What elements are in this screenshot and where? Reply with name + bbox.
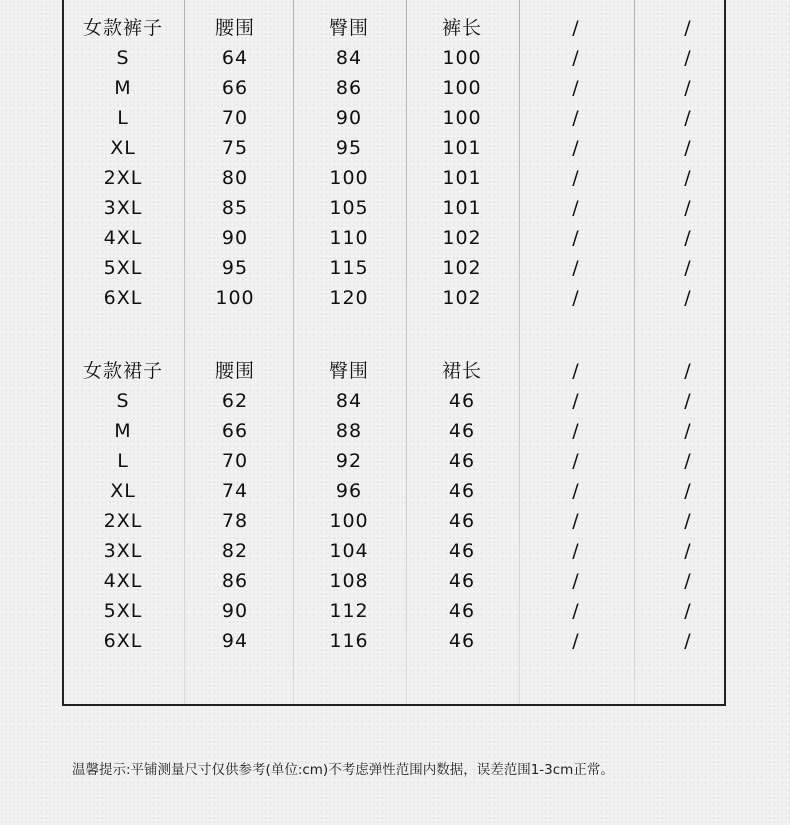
table-cell: 66 (221, 77, 249, 99)
table-cell: 2XL (103, 167, 143, 189)
table-cell: 46 (448, 420, 476, 442)
table-cell: / (572, 390, 580, 412)
table-row (62, 133, 726, 163)
table-row (62, 476, 726, 506)
table-cell: 94 (221, 630, 249, 652)
table-cell: 104 (329, 540, 369, 562)
table-cell: XL (110, 137, 136, 159)
table-cell: 46 (448, 480, 476, 502)
table-cell: L (117, 107, 129, 129)
table-cell: 78 (221, 510, 249, 532)
table-cell: 82 (221, 540, 249, 562)
table-row (62, 566, 726, 596)
table-cell: 46 (448, 600, 476, 622)
table-cell: 66 (221, 420, 249, 442)
pants-size-table (62, 13, 726, 313)
table-cell: 108 (329, 570, 369, 592)
header-cell: 腰围 (214, 17, 256, 39)
table-cell: XL (110, 480, 136, 502)
header-cell: 女款裤子 (82, 17, 164, 39)
table-cell: 95 (335, 137, 363, 159)
table-cell: M (114, 420, 132, 442)
table-cell: 46 (448, 510, 476, 532)
table-cell: / (572, 197, 580, 219)
table-cell: 3XL (103, 540, 143, 562)
table-cell: / (572, 600, 580, 622)
skirt-size-table (62, 356, 726, 656)
table-cell: / (684, 167, 692, 189)
table-cell: / (684, 197, 692, 219)
table-cell: 100 (329, 167, 369, 189)
table-cell: / (572, 510, 580, 532)
table-cell: / (572, 137, 580, 159)
table-cell: 6XL (103, 287, 143, 309)
header-cell: 腰围 (214, 360, 256, 382)
table-cell: / (572, 420, 580, 442)
table-cell: 100 (442, 47, 482, 69)
table-cell: 64 (221, 47, 249, 69)
table-row (62, 73, 726, 103)
table-cell: / (572, 167, 580, 189)
table-cell: 75 (221, 137, 249, 159)
table-cell: 100 (442, 77, 482, 99)
table-cell: 100 (215, 287, 255, 309)
table-cell: / (572, 570, 580, 592)
table-cell: 90 (221, 600, 249, 622)
table-cell: / (684, 420, 692, 442)
table-row (62, 283, 726, 313)
header-cell: / (572, 17, 580, 39)
table-header-row (62, 356, 726, 386)
table-cell: / (684, 227, 692, 249)
table-cell: 102 (442, 287, 482, 309)
table-cell: / (572, 107, 580, 129)
table-cell: / (684, 137, 692, 159)
header-cell: 臀围 (328, 17, 370, 39)
table-cell: 85 (221, 197, 249, 219)
table-cell: / (572, 257, 580, 279)
table-cell: / (572, 227, 580, 249)
header-cell: / (684, 360, 692, 382)
table-cell: / (684, 600, 692, 622)
measurement-note: 温馨提示:平铺测量尺寸仅供参考(单位:cm)不考虑弹性范围内数据，误差范围1-3cm正常。 (72, 762, 614, 778)
table-cell: / (684, 47, 692, 69)
table-row (62, 536, 726, 566)
table-cell: 74 (221, 480, 249, 502)
table-row (62, 596, 726, 626)
table-cell: 4XL (103, 570, 143, 592)
table-cell: S (116, 390, 130, 412)
table-cell: 120 (329, 287, 369, 309)
table-cell: 112 (329, 600, 369, 622)
table-row (62, 103, 726, 133)
header-cell: / (684, 17, 692, 39)
table-cell: / (684, 450, 692, 472)
table-cell: 4XL (103, 227, 143, 249)
table-row (62, 416, 726, 446)
table-cell: 80 (221, 167, 249, 189)
table-cell: / (684, 510, 692, 532)
table-cell: 88 (335, 420, 363, 442)
table-cell: / (572, 47, 580, 69)
table-cell: 86 (221, 570, 249, 592)
table-cell: / (684, 287, 692, 309)
header-cell: 女款裙子 (82, 360, 164, 382)
table-row (62, 506, 726, 536)
table-cell: 101 (442, 137, 482, 159)
table-cell: / (684, 390, 692, 412)
table-cell: 100 (442, 107, 482, 129)
table-cell: 6XL (103, 630, 143, 652)
table-cell: 101 (442, 167, 482, 189)
header-cell: 裙长 (441, 360, 483, 382)
table-row (62, 163, 726, 193)
table-cell: 90 (335, 107, 363, 129)
table-cell: 46 (448, 630, 476, 652)
table-cell: / (684, 570, 692, 592)
table-cell: / (572, 77, 580, 99)
table-row (62, 446, 726, 476)
table-cell: / (684, 107, 692, 129)
table-row (62, 386, 726, 416)
table-cell: 86 (335, 77, 363, 99)
table-cell: / (684, 257, 692, 279)
table-cell: 5XL (103, 257, 143, 279)
table-cell: 62 (221, 390, 249, 412)
table-row (62, 223, 726, 253)
table-row (62, 43, 726, 73)
table-cell: 101 (442, 197, 482, 219)
table-cell: 46 (448, 570, 476, 592)
table-cell: 96 (335, 480, 363, 502)
table-cell: 70 (221, 450, 249, 472)
table-cell: 2XL (103, 510, 143, 532)
table-cell: / (572, 450, 580, 472)
table-cell: 105 (329, 197, 369, 219)
table-cell: 110 (329, 227, 369, 249)
table-cell: 102 (442, 257, 482, 279)
table-cell: 90 (221, 227, 249, 249)
table-row (62, 253, 726, 283)
header-cell: / (572, 360, 580, 382)
table-cell: / (572, 287, 580, 309)
table-cell: / (684, 480, 692, 502)
table-cell: / (572, 480, 580, 502)
table-cell: / (684, 540, 692, 562)
table-cell: / (684, 77, 692, 99)
table-header-row (62, 13, 726, 43)
table-row (62, 193, 726, 223)
table-cell: / (684, 630, 692, 652)
table-cell: 70 (221, 107, 249, 129)
table-cell: 102 (442, 227, 482, 249)
table-cell: 115 (329, 257, 369, 279)
table-cell: 84 (335, 47, 363, 69)
table-cell: 5XL (103, 600, 143, 622)
table-cell: 95 (221, 257, 249, 279)
table-cell: 92 (335, 450, 363, 472)
header-cell: 裤长 (441, 17, 483, 39)
table-cell: 46 (448, 390, 476, 412)
table-cell: 3XL (103, 197, 143, 219)
table-cell: S (116, 47, 130, 69)
table-cell: 100 (329, 510, 369, 532)
table-cell: L (117, 450, 129, 472)
table-row (62, 626, 726, 656)
table-cell: 116 (329, 630, 369, 652)
table-cell: / (572, 630, 580, 652)
table-cell: 46 (448, 540, 476, 562)
header-cell: 臀围 (328, 360, 370, 382)
table-cell: / (572, 540, 580, 562)
table-cell: M (114, 77, 132, 99)
table-cell: 84 (335, 390, 363, 412)
table-cell: 46 (448, 450, 476, 472)
